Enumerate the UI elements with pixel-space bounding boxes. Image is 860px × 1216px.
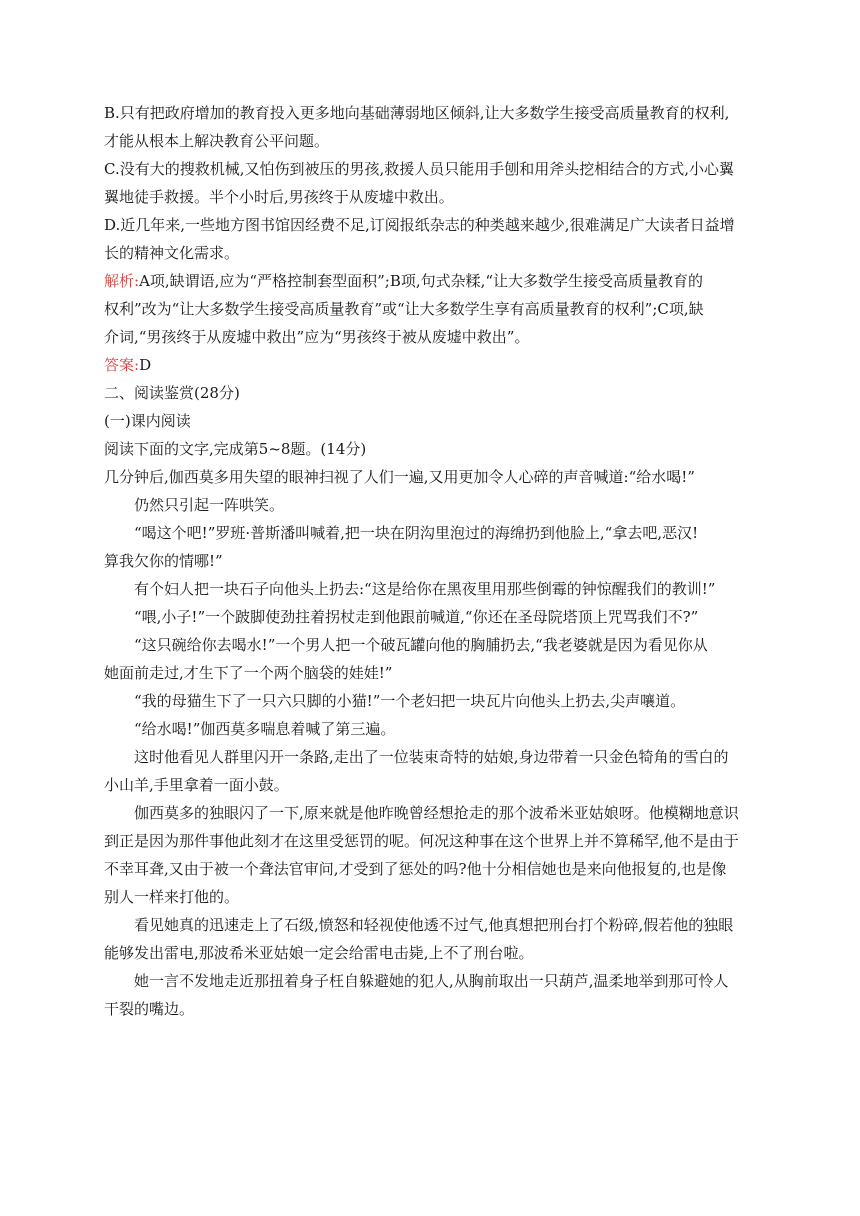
analysis-first-line	[104, 267, 774, 295]
passage-paragraph	[104, 519, 774, 575]
passage-line: 仍然只引起一阵哄笑。	[134, 496, 285, 514]
passage-line: “喂,小子!”一个跛脚使劲拄着拐杖走到他跟前喊道,“你还在圣母院塔顶上咒骂我们不?”	[134, 608, 699, 626]
option-line: C.没有大的搜救机械,又怕伤到被压的男孩,救援人员只能用手刨和用斧头挖相结合的方式,小心翼	[104, 160, 735, 178]
passage-line: 不幸耳聋,又由于被一个聋法官审问,才受到了惩处的吗?他十分相信她也是来向他报复的,也是像	[104, 860, 727, 878]
option-line: D.近几年来,一些地方图书馆因经费不足,订阅报纸杂志的种类越来越少,很难满足广大读者日益增	[104, 216, 735, 234]
passage-line: 有个妇人把一块石子向他头上扔去:“这是给你在黑夜里用那些倒霉的钟惊醒我们的教训!”	[134, 580, 716, 598]
passage-paragraph	[104, 575, 774, 603]
analysis-line: 介词,“男孩终于从废墟中救出”应为“男孩终于被从废墟中救出”。	[104, 328, 530, 346]
option-line: 翼地徒手救援。半个小时后,男孩终于从废墟中救出。	[104, 188, 454, 206]
passage-paragraph	[104, 967, 774, 1023]
passage-paragraph	[104, 687, 774, 715]
option-b	[104, 99, 774, 155]
passage-line: “给水喝!”伽西莫多喘息着喊了第三遍。	[134, 720, 396, 738]
analysis-line: 权利”改为“让大多数学生接受高质量教育”或“让大多数学生享有高质量教育的权利”;C项,缺	[104, 300, 704, 318]
answer-value: D	[139, 356, 152, 374]
passage-paragraph	[104, 799, 774, 911]
passage-line: “这只碗给你去喝水!”一个男人把一个破瓦罐向他的胸脯扔去,“我老婆就是因为看见你从	[134, 636, 708, 654]
passage-paragraph	[104, 603, 774, 631]
analysis-label: 解析:	[104, 272, 140, 290]
section-instruction: 阅读下面的文字,完成第5~8题。(14分)	[104, 440, 367, 458]
passage-line: “我的母猫生下了一只六只脚的小猫!”一个老妇把一块瓦片向他头上扔去,尖声嚷道。	[134, 692, 686, 710]
section-heading: 二、阅读鉴赏(28分)	[104, 384, 240, 402]
section-subheading: (一)课内阅读	[104, 412, 191, 430]
passage-line: 她面前走过,才生下了一个两个脑袋的娃娃!”	[104, 664, 393, 682]
passage-line: 干裂的嘴边。	[104, 1000, 195, 1018]
passage-paragraph	[104, 491, 774, 519]
passage-paragraph	[104, 743, 774, 799]
passage-line: 看见她真的迅速走上了石级,愤怒和轻视使他透不过气,他真想把刑台打个粉碎,假若他的独眼	[134, 916, 734, 934]
passage-line: 到正是因为那件事他此刻才在这里受惩罚的呢。何况这种事在这个世界上并不算稀罕,他不是由于	[104, 832, 739, 850]
passage-line: 伽西莫多的独眼闪了一下,原来就是他昨晚曾经想抢走的那个波希米亚姑娘呀。他模糊地意识	[134, 804, 739, 822]
passage-paragraph	[104, 631, 774, 687]
option-c	[104, 155, 774, 211]
passage-line: 算我欠你的情哪!”	[104, 552, 223, 570]
option-line: 长的精神文化需求。	[104, 244, 240, 262]
option-line: 才能从根本上解决教育公平问题。	[104, 132, 330, 150]
analysis-block	[104, 267, 774, 351]
answer-line	[104, 351, 774, 379]
option-line: B.只有把政府增加的教育投入更多地向基础薄弱地区倾斜,让大多数学生接受高质量教育的权利,	[104, 104, 730, 122]
reading-passage	[104, 463, 774, 1023]
passage-paragraph	[104, 463, 774, 491]
passage-line: 这时他看见人群里闪开一条路,走出了一位装束奇特的姑娘,身边带着一只金色犄角的雪白的	[134, 748, 729, 766]
passage-line: 能够发出雷电,那波希米亚姑娘一定会给雷电击毙,上不了刑台啦。	[104, 944, 534, 962]
passage-line: “喝这个吧!”罗班·普斯潘叫喊着,把一块在阴沟里泡过的海绵扔到他脸上,“拿去吧,恶汉!	[134, 524, 699, 542]
passage-paragraph	[104, 715, 774, 743]
analysis-text: A项,缺谓语,应为“严格控制套型面积”;B项,句式杂糅,“让大多数学生接受高质量教育的	[139, 272, 704, 290]
passage-line: 她一言不发地走近那扭着身子枉自躲避她的犯人,从胸前取出一只葫芦,温柔地举到那可怜人	[134, 972, 729, 990]
passage-line: 别人一样来打他的。	[104, 888, 240, 906]
option-d	[104, 211, 774, 267]
passage-line: 小山羊,手里拿着一面小鼓。	[104, 776, 289, 794]
answer-label: 答案:	[104, 356, 140, 374]
passage-line: 几分钟后,伽西莫多用失望的眼神扫视了人们一遍,又用更加令人心碎的声音喊道:“给水喝!”	[104, 468, 695, 486]
passage-paragraph	[104, 911, 774, 967]
